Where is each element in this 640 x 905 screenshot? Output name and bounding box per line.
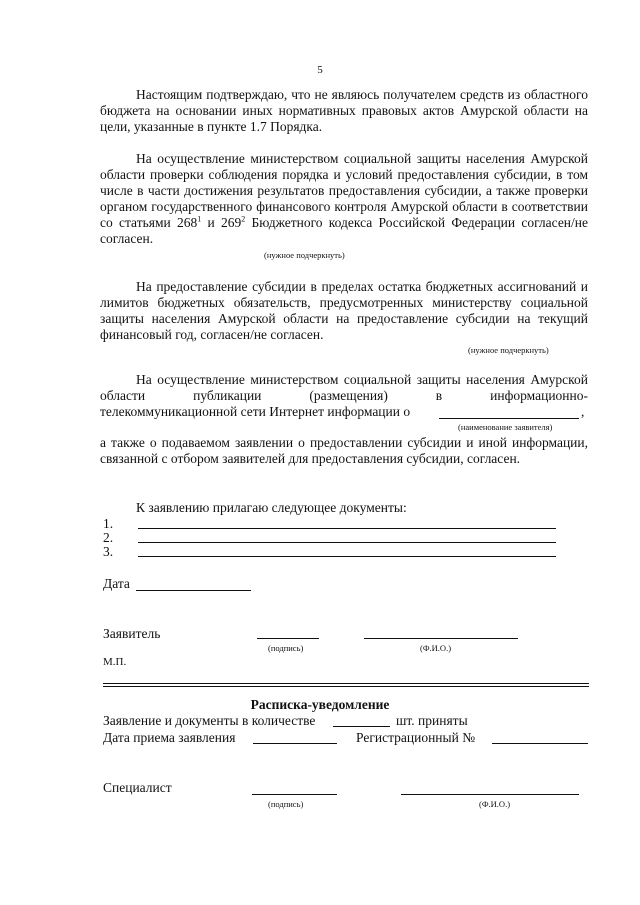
registration-number-line[interactable] bbox=[492, 743, 588, 744]
attachment-line-1[interactable] bbox=[138, 528, 556, 529]
applicant-name-note: (наименование заявителя) bbox=[458, 422, 553, 432]
publication-comma: , bbox=[581, 404, 585, 419]
applicant-fio-note: (Ф.И.О.) bbox=[420, 643, 452, 653]
publication-continuation bbox=[100, 435, 588, 467]
specialist-label: Специалист bbox=[103, 780, 172, 795]
receipt-docs-suffix: шт. приняты bbox=[396, 713, 468, 728]
receipt-date-label: Дата приема заявления bbox=[103, 730, 236, 745]
paragraph-no-other-funds-text: Настоящим подтверждаю, что не являюсь получателем средств из областного бюджета на основании иных нормативных правовых актов Амурской области на цели, указанные в пункте 1.7 Порядка. bbox=[100, 87, 588, 134]
receipt-docs-label: Заявление и документы в количестве bbox=[103, 713, 316, 728]
attachment-line-3[interactable] bbox=[138, 556, 556, 557]
paragraph-no-other-funds bbox=[100, 87, 588, 135]
paragraph-inspection-consent-text bbox=[100, 151, 588, 247]
publication-text-lead: На осуществление министерством социальной защиты населения Амурской области публикации (размещения) в информационно- bbox=[100, 372, 588, 403]
attachment-number-3: 3. bbox=[103, 544, 114, 559]
inspection-text-part1: На осуществление министерством социальной защиты населения Амурской области проверки соблюдения порядка и условий предоставления субсидии, в том числе в части достижения результатов предоставления субсидии, а также проверки органом государственного финансового контроля Амурской области в соответствии со статьями 268 bbox=[100, 151, 588, 230]
publication-continuation-text: а также о подаваемом заявлении о предоставлении субсидии и иной информации, связанной с отбором заявителей для предоставления субсидии, согласен. bbox=[100, 435, 588, 466]
paragraph-inspection-consent bbox=[100, 151, 588, 247]
publication-line3-text: телекоммуникационной сети Интернет информации о bbox=[100, 404, 411, 419]
applicant-name-field-line[interactable] bbox=[439, 418, 579, 419]
paragraph-budget-consent-text: На предоставление субсидии в пределах остатка бюджетных ассигнований и лимитов бюджетных обязательств, предусмотренных министерству социальной защиты населения Амурской области на предоставление субсидии на текущий финансовый год, согласен/не согласен. bbox=[100, 279, 588, 342]
applicant-signature-line[interactable] bbox=[257, 638, 319, 639]
page-number: 5 bbox=[317, 64, 323, 76]
paragraph-budget-consent bbox=[100, 279, 588, 343]
date-label: Дата bbox=[103, 576, 130, 591]
seal-place-label: М.П. bbox=[103, 656, 127, 668]
attachment-number-2: 2. bbox=[103, 530, 114, 545]
attachment-line-2[interactable] bbox=[138, 542, 556, 543]
date-field-line[interactable] bbox=[136, 590, 251, 591]
applicant-label: Заявитель bbox=[103, 626, 161, 641]
receipt-title: Расписка-уведомление bbox=[250, 697, 390, 712]
paragraph-publication-consent bbox=[100, 372, 588, 404]
receipt-docs-count-line[interactable] bbox=[333, 726, 390, 727]
specialist-signature-note: (подпись) bbox=[268, 799, 304, 809]
article-269-superscript: 2 bbox=[241, 214, 246, 224]
attachment-number-1: 1. bbox=[103, 516, 114, 531]
specialist-fio-note: (Ф.И.О.) bbox=[479, 799, 511, 809]
registration-number-label: Регистрационный № bbox=[356, 730, 476, 745]
receipt-date-line[interactable] bbox=[253, 743, 337, 744]
article-268-superscript: 1 bbox=[197, 214, 202, 224]
applicant-signature-note: (подпись) bbox=[268, 643, 304, 653]
budget-underline-note: (нужное подчеркнуть) bbox=[468, 345, 549, 355]
inspection-text-part3: Бюджетного кодекса Российской Федерации согласен/не согласен. bbox=[100, 215, 589, 246]
specialist-fio-line[interactable] bbox=[401, 794, 579, 795]
applicant-fio-line[interactable] bbox=[364, 638, 518, 639]
inspection-underline-note: (нужное подчеркнуть) bbox=[264, 250, 345, 260]
specialist-signature-line[interactable] bbox=[252, 794, 337, 795]
attachments-intro: К заявлению прилагаю следующее документы: bbox=[136, 500, 407, 515]
inspection-text-part2: и 269 bbox=[201, 215, 242, 230]
section-separator bbox=[103, 683, 589, 687]
